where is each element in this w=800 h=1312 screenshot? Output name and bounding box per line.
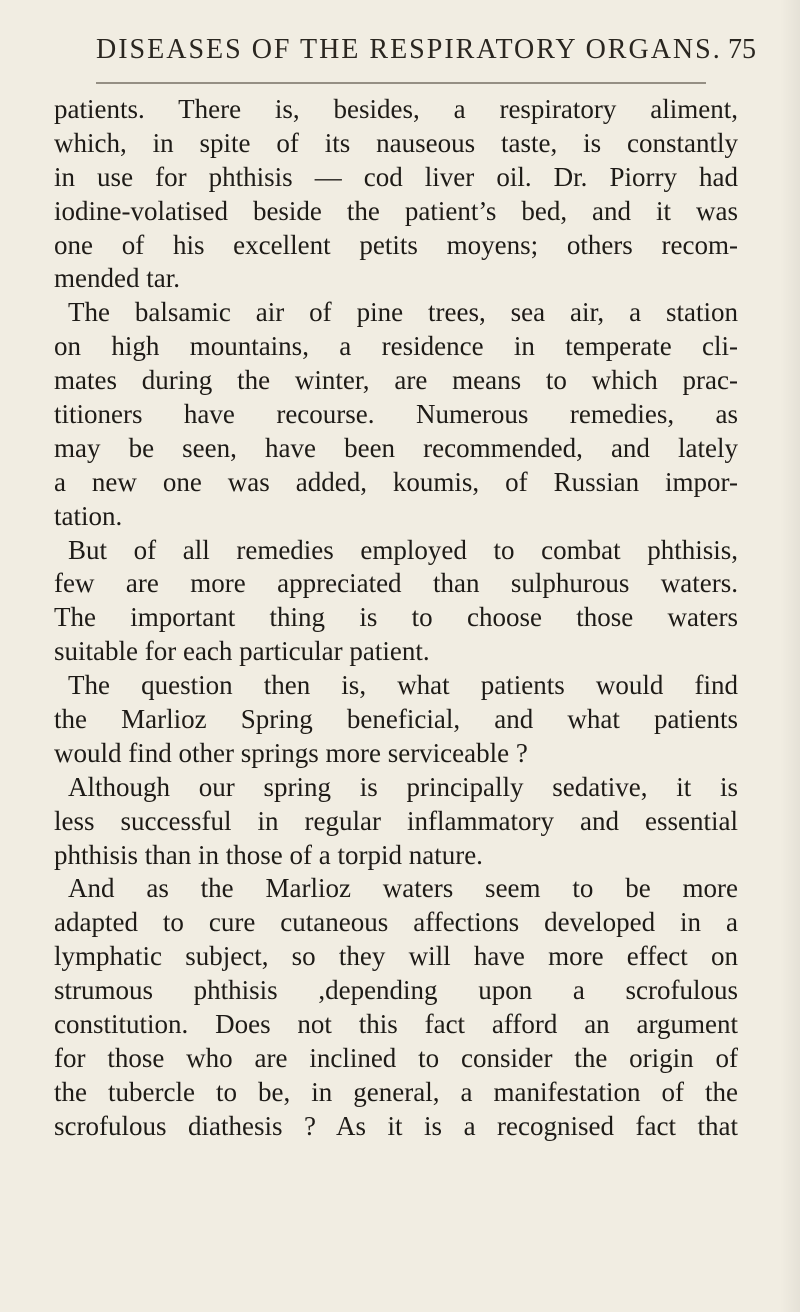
text-line: The balsamic air of pine trees, sea air, a station bbox=[68, 297, 738, 328]
text-line: lymphatic subject, so they will have more effect on bbox=[54, 941, 738, 972]
running-title: DISEASES OF THE RESPIRATORY ORGANS. bbox=[96, 34, 722, 65]
text-line: in use for phthisis — cod liver oil. Dr. Piorry had bbox=[54, 161, 738, 192]
text-line: one of his excellent petits moyens; others recom- bbox=[54, 229, 738, 260]
text-line: tation. bbox=[54, 500, 123, 531]
text-line: would find other springs more serviceable ? bbox=[54, 737, 528, 768]
text-line: iodine-volatised beside the patient’s bed, and it was bbox=[54, 195, 738, 226]
page-edge-shadow bbox=[780, 0, 800, 1312]
text-line: constitution. Does not this fact afford an argument bbox=[54, 1009, 738, 1040]
page-number: 75 bbox=[728, 34, 756, 65]
text-line: mended tar. bbox=[54, 263, 180, 294]
text-line: The important thing is to choose those waters bbox=[54, 602, 738, 633]
text-line: may be seen, have been recommended, and lately bbox=[54, 432, 738, 463]
text-line: mates during the winter, are means to which prac- bbox=[54, 365, 738, 396]
text-line: patients. There is, besides, a respiratory aliment, bbox=[54, 94, 738, 124]
text-line: adapted to cure cutaneous affections developed in a bbox=[54, 907, 738, 938]
text-line: the Marlioz Spring beneficial, and what patients bbox=[54, 704, 738, 735]
text-line: And as the Marlioz waters seem to be more bbox=[68, 873, 738, 904]
text-line: scrofulous diathesis ? As it is a recognised fact that bbox=[54, 1110, 738, 1141]
text-line: phthisis than in those of a torpid nature. bbox=[54, 839, 483, 870]
text-line: few are more appreciated than sulphurous waters. bbox=[54, 568, 738, 599]
text-line: for those who are inclined to consider the origin of bbox=[54, 1042, 738, 1073]
text-line: a new one was added, koumis, of Russian impor- bbox=[54, 466, 738, 497]
text-line: The question then is, what patients would find bbox=[68, 670, 738, 701]
header-rule bbox=[96, 82, 706, 84]
text-line: titioners have recourse. Numerous remedies, as bbox=[54, 399, 738, 430]
text-line: less successful in regular inflammatory and essential bbox=[54, 805, 738, 836]
text-line: suitable for each particular patient. bbox=[54, 636, 430, 667]
text-line: But of all remedies employed to combat phthisis, bbox=[68, 534, 738, 565]
text-line: strumous phthisis ,depending upon a scrofulous bbox=[54, 975, 738, 1006]
body-text bbox=[54, 93, 738, 1144]
text-line: which, in spite of its nauseous taste, is constantly bbox=[54, 127, 738, 158]
text-line: Although our spring is principally sedative, it is bbox=[68, 771, 738, 802]
text-line: the tubercle to be, in general, a manifestation of the bbox=[54, 1076, 738, 1107]
text-line: on high mountains, a residence in temperate cli- bbox=[54, 331, 738, 362]
running-head bbox=[96, 34, 756, 74]
